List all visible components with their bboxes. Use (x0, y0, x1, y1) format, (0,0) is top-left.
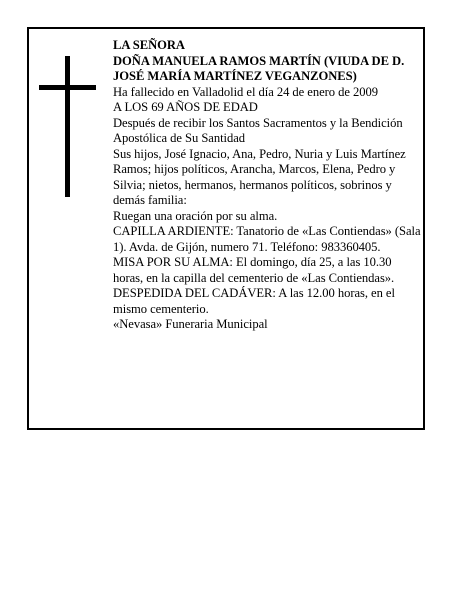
death-announcement: Ha fallecido en Valladolid el día 24 de enero de 2009 (113, 84, 378, 99)
family-line: Sus hijos, José Ignacio, Ana, Pedro, Nuria y Luis Martínez Ramos; hijos políticos, Arancha, Marcos, Elena, Pedro y Silvia; nietos, hermanos, hermanos políticos, sobrinos y demás familia: (113, 146, 406, 207)
sacraments-line: Después de recibir los Santos Sacramentos y la Bendición Apostólica de Su Santidad (113, 115, 403, 145)
chapel-line: CAPILLA ARDIENTE: Tanatorio de «Las Contiendas» (Sala 1). Avda. de Gijón, numero 71. Teléfono: 983360405. (113, 224, 421, 254)
deceased-name: DOÑA MANUELA RAMOS MARTÍN (VIUDA DE D. JOSÉ MARÍA MARTÍNEZ VEGANZONES) (113, 53, 405, 83)
mass-line: MISA POR SU ALMA: El domingo, día 25, a las 10.30 horas, en la capilla del cementerio de «Las Contiendas». (113, 255, 395, 285)
prayer-line: Ruegan una oración por su alma. (113, 208, 278, 223)
age-line: A LOS 69 AÑOS DE EDAD (113, 100, 258, 114)
obituary-text (113, 38, 423, 333)
farewell-line: DESPEDIDA DEL CADÁVER: A las 12.00 horas, en el mismo cementerio. (113, 286, 395, 316)
funeral-home-line: «Nevasa» Funeraria Municipal (113, 317, 268, 331)
cross-vertical-bar (65, 56, 70, 197)
notice-title: LA SEÑORA (113, 38, 185, 52)
cross-horizontal-bar (39, 85, 96, 90)
